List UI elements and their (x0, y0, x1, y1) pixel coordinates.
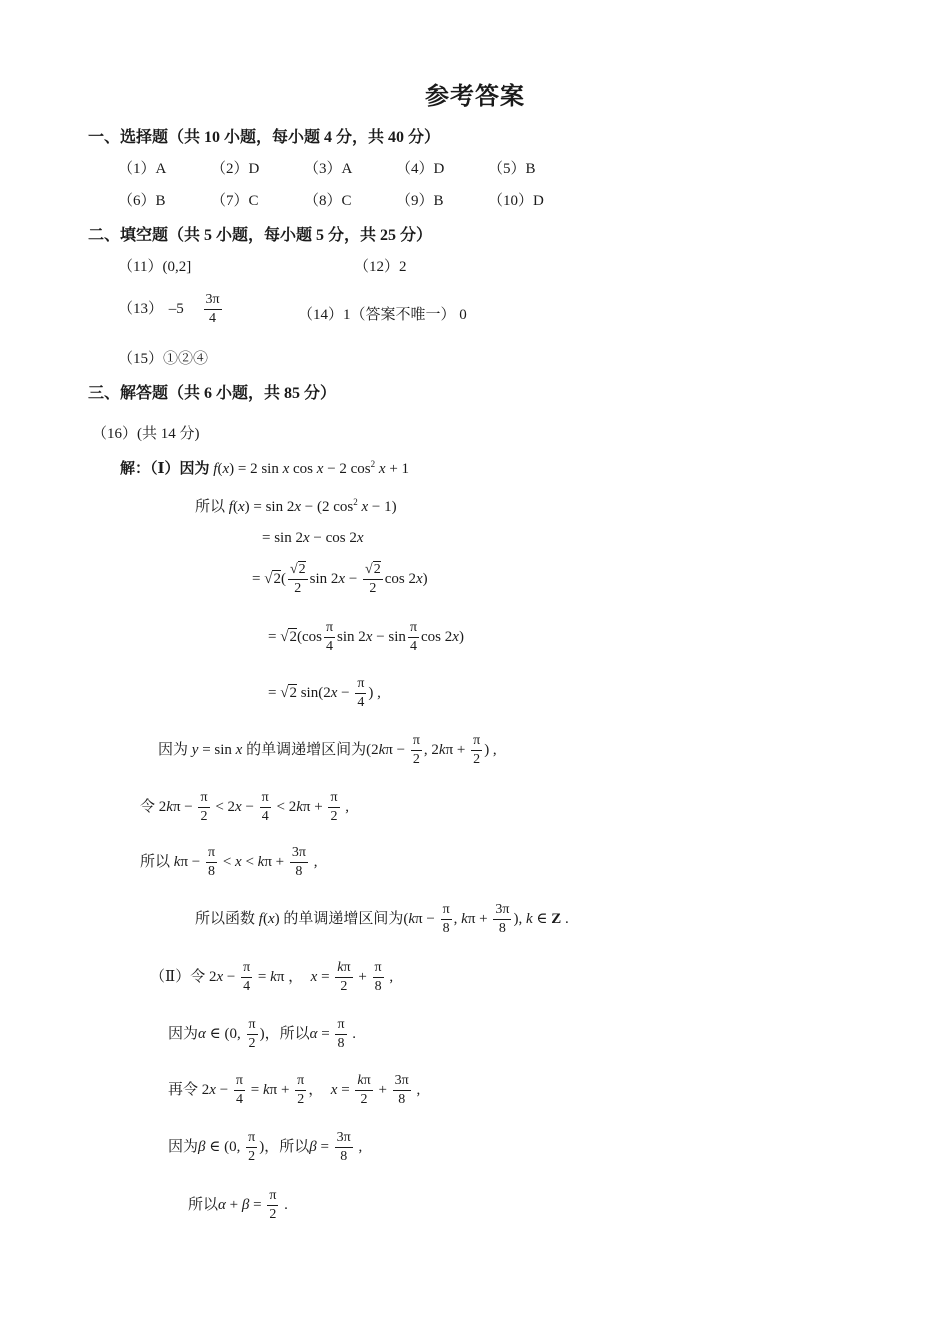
answer-4: （4）D (396, 161, 445, 177)
solution-line-4: = √2( $\frac{√2}{2}$ sin 2x − $\frac{√2}{2}$ cos 2x) (252, 562, 428, 597)
solution-line-2: 所以 f(x) = sin 2x − (2 $\cos^2 x - 1$) (195, 497, 397, 515)
answer-7: （7）C (211, 193, 259, 209)
answer-3: （3）A (304, 161, 353, 177)
solution-line-14: 因为β ∈ (0, $\frac{\pi}{2}$ )，所以β = $\frac{3\pi}{8}$ , (168, 1130, 363, 1165)
solution-line-3: = sin 2x − cos 2x (262, 530, 364, 546)
solution-line-12: 因为α ∈ (0, $\frac{\pi}{2}$ )，所以α = $\frac{\pi}{8}$ . (168, 1017, 357, 1052)
solution-line-15: 所以α + β = $\frac{\pi}{2}$ . (188, 1188, 288, 1223)
page-title: 参考答案 (425, 84, 525, 110)
solution-line-9: 所以 kπ − $\frac{\pi}{8}$ < x < kπ + $\frac{3\pi}{8}$ , (140, 845, 318, 880)
section-choice-heading: 一、选择题（共 10 小题，每小题 4 分，共 40 分） (88, 129, 441, 146)
question-16-label: （16）(共 14 分) (92, 426, 200, 442)
solution-line-1: 解：（Ⅰ）因为 f(x) = 2 sin x cos x − 2 $\cos^2 x + 1$ (120, 459, 410, 477)
solution-line-5: = √2(cos $\frac{\pi}{4}$ sin 2x − sin $\frac{\pi}{4}$ cos 2x) (268, 620, 464, 655)
solution-line-7: 因为 y = sin x 的单调递增区间为(2kπ − $\frac{\pi}{2}$ , 2kπ + $\frac{\pi}{2}$ ) , (158, 733, 497, 768)
section-solve-heading: 三、解答题（共 6 小题，共 85 分） (88, 385, 337, 402)
solution-line-6: = √2 sin(2x − $\frac{\pi}{4}$ ) , (268, 676, 381, 711)
answer-8: （8）C (304, 193, 352, 209)
solution-line-8: 令 2kπ − $\frac{\pi}{2}$ < 2x − $\frac{\pi}{4}$ < 2kπ + $\frac{\pi}{2}$ , (140, 790, 350, 825)
answer-2: （2）D (211, 161, 260, 177)
section-fill-heading: 二、填空题（共 5 小题，每小题 5 分，共 25 分） (88, 227, 433, 244)
answer-1: （1）A (118, 161, 167, 177)
answer-9: （9）B (396, 193, 444, 209)
answer-11: （11）(0,2] (118, 259, 192, 275)
answer-12: （12）2 (354, 259, 407, 275)
answer-15: （15）①②④ (118, 351, 209, 367)
answer-5: （5）B (488, 161, 536, 177)
solution-line-11: （Ⅱ）令 2x − $\frac{\pi}{4}$ = kπ ， x = $\frac{k\pi}{2}$ + $\frac{\pi}{8}$ , (150, 960, 394, 995)
answer-14: （14）1（答案不唯一） 0 (298, 307, 467, 323)
answer-10: （10）D (488, 193, 544, 209)
answer-13: （13） –5 $\frac{3\pi}{4}$ (118, 292, 220, 327)
solution-line-10: 所以函数 f(x) 的单调递增区间为(kπ − $\frac{\pi}{8}$ , kπ + $\frac{3\pi}{8}$ ), k ∈ Z . (195, 902, 569, 937)
solution-line-13: 再令 2x − $\frac{\pi}{4}$ = kπ + $\frac{\pi}{2}$ ， x = $\frac{k\pi}{2}$ + $\frac{3\pi}{8}$ , (168, 1073, 421, 1108)
answer-6: （6）B (118, 193, 166, 209)
